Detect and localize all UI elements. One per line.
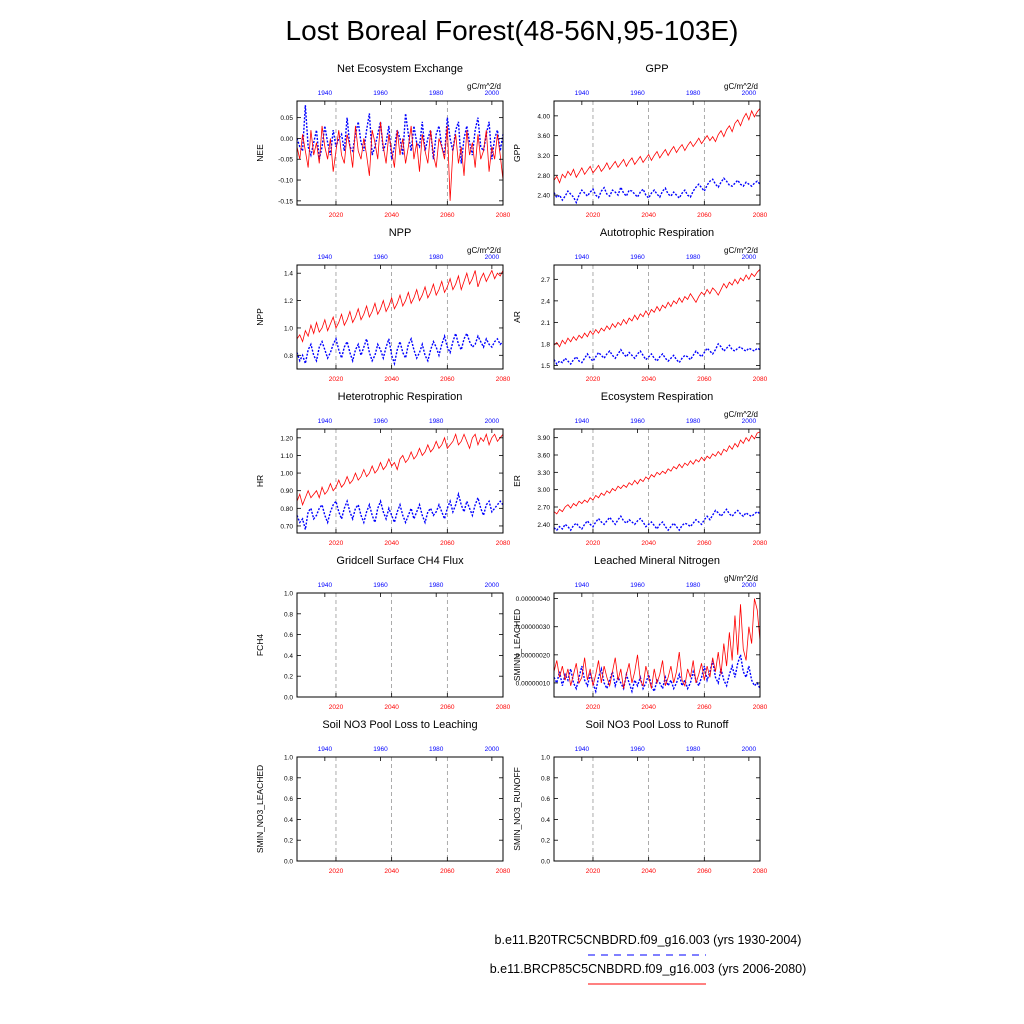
xtick-label-top: 2000 [741,418,757,425]
ytick-label: -0.10 [278,177,293,185]
ylabel: FCH4 [255,633,265,657]
ytick-label: 2.40 [537,192,550,200]
ytick-label: 0.80 [280,505,293,513]
ytick-label: 0.8 [540,775,550,783]
series-future [554,269,760,346]
xtick-label-bottom: 2060 [440,704,455,711]
ylabel: NPP [255,308,265,326]
xtick-label-top: 1980 [428,254,444,261]
xtick-label-bottom: 2080 [495,212,511,219]
ytick-label: 2.4 [540,298,550,306]
xtick-label-top: 1940 [317,254,333,261]
series-future [554,108,760,182]
panel-title: Gridcell Surface CH4 Flux [336,555,464,567]
ytick-label: 0.4 [540,816,550,824]
series-future [297,270,503,341]
ytick-label: 3.90 [537,435,550,443]
ylabel: NEE [255,144,265,162]
series-historical [297,494,503,529]
ytick-label: 0.8 [283,611,293,619]
xtick-label-bottom: 2060 [697,868,712,875]
ytick-label: 0.00 [280,135,293,143]
xtick-label-top: 1980 [685,746,701,753]
panel-10 [512,719,768,875]
ytick-label: -0.15 [278,198,293,206]
xtick-label-bottom: 2040 [384,212,399,219]
ytick-label: 0.6 [540,796,550,804]
plot-frame [554,265,760,369]
plot-frame [554,429,760,533]
panel-title: Ecosystem Respiration [600,391,714,403]
ytick-label: -0.05 [278,156,293,164]
xtick-label-bottom: 2040 [641,212,656,219]
xtick-label-top: 1980 [685,254,701,261]
xtick-label-bottom: 2080 [495,376,511,383]
xtick-label-top: 1940 [317,746,333,753]
xtick-label-bottom: 2020 [328,704,344,711]
ytick-label: 0.6 [283,632,293,640]
series-historical [554,178,760,202]
xtick-label-bottom: 2020 [328,376,344,383]
ytick-label: 0.00000020 [515,652,550,660]
series-historical [297,333,503,363]
panel-8 [512,555,768,711]
xtick-label-top: 1940 [574,582,590,589]
legend [490,933,807,984]
xtick-label-bottom: 2080 [752,212,768,219]
panel-title: NPP [388,227,412,239]
series-future [297,122,503,201]
xtick-label-bottom: 2080 [495,704,511,711]
ytick-label: 0.8 [283,352,293,360]
plot-frame [297,429,503,533]
ytick-label: 1.0 [283,754,293,762]
ytick-label: 0.70 [280,523,293,531]
ytick-label: 1.00 [280,470,293,478]
xtick-label-bottom: 2040 [384,540,399,547]
xtick-label-bottom: 2080 [752,376,768,383]
ytick-label: 3.60 [537,452,550,460]
xtick-label-bottom: 2040 [641,540,656,547]
xtick-label-top: 1940 [317,582,333,589]
panel-title: Net Ecosystem Exchange [337,63,463,75]
xtick-label-top: 1940 [574,254,590,261]
xtick-label-top: 1960 [373,746,388,753]
xtick-label-top: 1980 [428,418,444,425]
series-future [297,434,503,505]
ylabel: HR [255,474,265,488]
panel-units: gC/m^2/d [724,410,758,419]
ytick-label: 0.00000030 [515,624,550,632]
xtick-label-bottom: 2020 [585,868,601,875]
ytick-label: 0.0 [540,858,550,866]
panel-4 [512,227,768,383]
xtick-label-bottom: 2060 [697,212,712,219]
ytick-label: 1.0 [283,325,293,333]
xtick-label-top: 2000 [484,90,500,97]
xtick-label-bottom: 2020 [585,704,601,711]
panel-units: gC/m^2/d [467,82,501,91]
xtick-label-top: 1940 [574,90,590,97]
panel-1 [255,63,511,219]
ytick-label: 2.80 [537,172,550,180]
ytick-label: 3.30 [537,469,550,477]
ytick-label: 0.8 [283,775,293,783]
ytick-label: 0.00000010 [515,680,550,688]
xtick-label-bottom: 2040 [384,868,399,875]
panel-title: Heterotrophic Respiration [337,391,463,403]
ytick-label: 0.4 [283,816,293,824]
xtick-label-top: 2000 [741,90,757,97]
xtick-label-bottom: 2020 [585,376,601,383]
ytick-label: 3.20 [537,152,550,160]
ytick-label: 4.00 [537,113,550,121]
ylabel: AR [512,311,522,323]
ytick-label: 0.4 [283,652,293,660]
panel-title: Autotrophic Respiration [599,227,715,239]
xtick-label-bottom: 2080 [752,868,768,875]
xtick-label-top: 1940 [317,90,333,97]
xtick-label-top: 2000 [484,418,500,425]
ytick-label: 2.7 [540,276,550,284]
xtick-label-bottom: 2080 [752,540,768,547]
xtick-label-bottom: 2040 [641,868,656,875]
xtick-label-top: 1960 [630,90,645,97]
xtick-label-top: 1980 [428,582,444,589]
panel-9 [255,719,511,875]
ytick-label: 2.1 [540,319,550,327]
xtick-label-top: 1960 [630,418,645,425]
xtick-label-bottom: 2060 [697,376,712,383]
panel-2 [512,63,768,219]
panels [255,63,768,875]
plot-frame [554,101,760,205]
ytick-label: 0.2 [283,673,293,681]
ytick-label: 0.2 [540,837,550,845]
ytick-label: 3.60 [537,133,550,141]
xtick-label-top: 2000 [741,582,757,589]
xtick-label-bottom: 2020 [585,540,601,547]
xtick-label-top: 2000 [484,746,500,753]
ytick-label: 1.0 [540,754,550,762]
xtick-label-top: 2000 [484,254,500,261]
xtick-label-bottom: 2020 [328,212,344,219]
xtick-label-bottom: 2020 [585,212,601,219]
panel-6 [512,391,768,547]
plot-frame [297,593,503,697]
xtick-label-top: 2000 [741,746,757,753]
ytick-label: 3.00 [537,487,550,495]
xtick-label-top: 1980 [428,90,444,97]
panel-title: GPP [645,63,669,75]
xtick-label-top: 2000 [741,254,757,261]
ytick-label: 1.20 [280,435,293,443]
plot-frame [554,757,760,861]
xtick-label-bottom: 2060 [440,868,455,875]
series-historical [554,509,760,530]
xtick-label-bottom: 2060 [697,540,712,547]
ytick-label: 1.10 [280,452,293,460]
xtick-label-top: 1960 [373,418,388,425]
xtick-label-top: 1980 [428,746,444,753]
series-historical [554,344,760,364]
xtick-label-bottom: 2020 [328,540,344,547]
plot-frame [297,757,503,861]
xtick-label-bottom: 2060 [440,212,455,219]
xtick-label-top: 1940 [574,746,590,753]
ylabel: SMIN_NO3_RUNOFF [512,767,522,851]
ylabel: ER [512,475,522,487]
legend-label: b.e11.BRCP85C5CNBDRD.f09_g16.003 (yrs 2006-2080) [489,962,807,976]
panel-units: gC/m^2/d [467,246,501,255]
ytick-label: 0.00000040 [515,596,550,604]
ylabel: SMINN_LEACHED [512,608,522,682]
ytick-label: 1.5 [540,362,550,370]
xtick-label-top: 1960 [630,254,645,261]
ytick-label: 1.8 [540,341,550,349]
xtick-label-bottom: 2040 [641,704,656,711]
ylabel: GPP [512,144,522,162]
panel-title: Soil NO3 Pool Loss to Leaching [322,719,478,731]
series-future [554,432,760,514]
ytick-label: 1.0 [283,590,293,598]
xtick-label-top: 1980 [685,418,701,425]
ytick-label: 0.2 [283,837,293,845]
xtick-label-bottom: 2020 [328,868,344,875]
xtick-label-bottom: 2060 [440,376,455,383]
xtick-label-bottom: 2040 [384,376,399,383]
panel-title: Leached Mineral Nitrogen [594,555,720,567]
ytick-label: 1.4 [283,270,293,278]
xtick-label-top: 1960 [630,746,645,753]
ytick-label: 0.90 [280,488,293,496]
xtick-label-top: 1940 [574,418,590,425]
xtick-label-bottom: 2040 [384,704,399,711]
ytick-label: 0.0 [283,694,293,702]
xtick-label-top: 2000 [484,582,500,589]
legend-label: b.e11.B20TRC5CNBDRD.f09_g16.003 (yrs 1930-2004) [494,933,802,947]
ytick-label: 2.70 [537,504,550,512]
xtick-label-top: 1960 [373,90,388,97]
xtick-label-top: 1980 [685,582,701,589]
xtick-label-bottom: 2040 [641,376,656,383]
panel-units: gC/m^2/d [724,82,758,91]
xtick-label-top: 1960 [373,254,388,261]
ytick-label: 2.40 [537,521,550,529]
ytick-label: 0.0 [283,858,293,866]
xtick-label-bottom: 2080 [495,868,511,875]
panel-units: gC/m^2/d [724,246,758,255]
ytick-label: 1.2 [283,298,293,306]
panel-3 [255,227,511,383]
figure-title: Lost Boreal Forest(48-56N,95-103E) [285,15,739,46]
xtick-label-top: 1960 [630,582,645,589]
panel-units: gN/m^2/d [724,574,758,583]
xtick-label-bottom: 2080 [752,704,768,711]
xtick-label-top: 1960 [373,582,388,589]
ytick-label: 0.6 [283,796,293,804]
xtick-label-bottom: 2060 [697,704,712,711]
plot-frame [297,265,503,369]
xtick-label-bottom: 2060 [440,540,455,547]
ylabel: SMIN_NO3_LEACHED [255,764,265,854]
panel-5 [255,391,511,547]
xtick-label-top: 1940 [317,418,333,425]
xtick-label-top: 1980 [685,90,701,97]
ytick-label: 0.05 [280,115,293,123]
xtick-label-bottom: 2080 [495,540,511,547]
panel-7 [255,555,511,711]
panel-title: Soil NO3 Pool Loss to Runoff [585,719,729,731]
